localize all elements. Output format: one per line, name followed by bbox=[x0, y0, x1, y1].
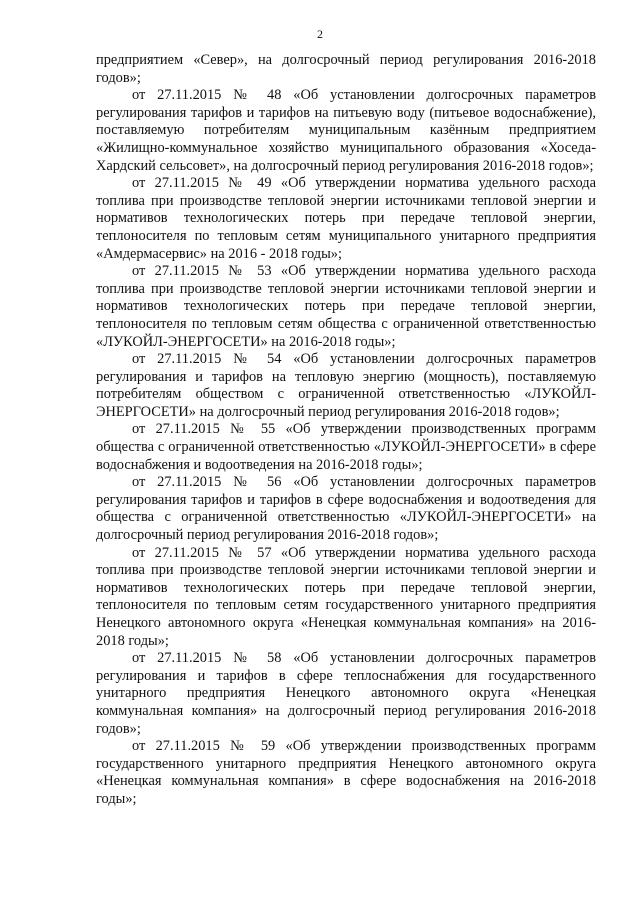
paragraph-decree-58: от 27.11.2015 № 58 «Об установлении долгосрочных параметров регулирования и тарифов в сфере теплоснабжения для государственного унитарного предприятия Ненецкого автономного округа «Ненецкая коммунальная компания» на долгосрочный период регулирования 2016-2018 годов»; bbox=[96, 650, 596, 737]
paragraph-decree-54: от 27.11.2015 № 54 «Об установлении долгосрочных параметров регулирования и тарифов на тепловую энергию (мощность), поставляемую потребителям обществом с ограниченной ответственностью «ЛУКОЙЛ-ЭНЕРГОСЕТИ» на долгосрочный период регулирования 2016-2018 годов»; bbox=[96, 351, 596, 420]
paragraph-decree-59: от 27.11.2015 № 59 «Об утверждении производственных программ государственного унитарного предприятия Ненецкого автономного округа «Ненецкая коммунальная компания» в сфере водоснабжения на 2016-2018 годы»; bbox=[96, 738, 596, 807]
document-body bbox=[96, 52, 596, 809]
paragraph-decree-57: от 27.11.2015 № 57 «Об утверждении норматива удельного расхода топлива при производстве тепловой энергии источниками тепловой энергии и нормативов технологических потерь при передаче тепловой энергии, теплоносителя по тепловым сетям государственного унитарного предприятия Ненецкого автономного округа «Ненецкая коммунальная компания» на 2016-2018 годы»; bbox=[96, 544, 596, 649]
paragraph-continuation: предприятием «Север», на долгосрочный период регулирования 2016-2018 годов»; bbox=[96, 52, 596, 86]
page-number: 2 bbox=[317, 27, 323, 41]
paragraph-decree-56: от 27.11.2015 № 56 «Об установлении долгосрочных параметров регулирования тарифов и тарифов в сфере водоснабжения и водоотведения для общества с ограниченной ответственностью «ЛУКОЙЛ-ЭНЕРГОСЕТИ» на долгосрочный период регулирования 2016-2018 годов»; bbox=[96, 474, 596, 544]
paragraph-decree-53: от 27.11.2015 № 53 «Об утверждении норматива удельного расхода топлива при производстве тепловой энергии источниками тепловой энергии и нормативов технологических потерь при передаче тепловой энергии, теплоносителя по тепловым сетям общества с ограниченной ответственностью «ЛУКОЙЛ-ЭНЕРГОСЕТИ» на 2016-2018 годы»; bbox=[96, 263, 596, 350]
paragraph-decree-48: от 27.11.2015 № 48 «Об установлении долгосрочных параметров регулирования тарифов и тарифов на питьевую воду (питьевое водоснабжение), поставляемую потребителям муниципальным казённым предприятием «Жилищно-коммунальное хозяйство муниципального образования «Хоседа-Хардский сельсовет», на долгосрочный период регулирования 2016-2018 годов»; bbox=[96, 87, 596, 174]
paragraph-decree-49: от 27.11.2015 № 49 «Об утверждении норматива удельного расхода топлива при производстве тепловой энергии источниками тепловой энергии и нормативов технологических потерь при передаче тепловой энергии, теплоносителя по тепловым сетям муниципального унитарного предприятия «Амдермасервис» на 2016 - 2018 годы»; bbox=[96, 175, 596, 262]
paragraph-decree-55: от 27.11.2015 № 55 «Об утверждении производственных программ общества с ограниченной ответственностью «ЛУКОЙЛ-ЭНЕРГОСЕТИ» в сфере водоснабжения и водоотведения на 2016-2018 годы»; bbox=[96, 421, 596, 473]
